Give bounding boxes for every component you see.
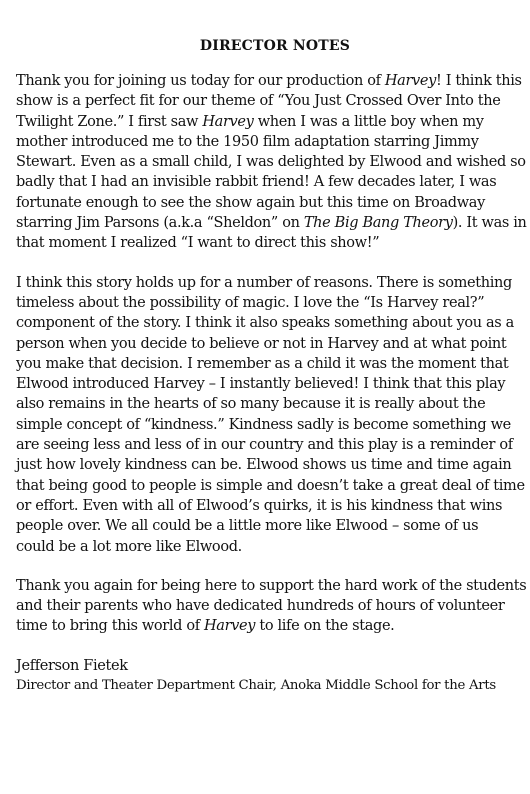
text-segment: just how lovely kindness can be. Elwood shows us time and time again: [16, 457, 512, 474]
text-segment: person when you decide to believe or not in Harvey and at what point: [16, 335, 507, 352]
text-line: [16, 455, 522, 475]
text-segment: when I was a little boy when my: [253, 113, 484, 130]
italic-title: Harvey: [384, 73, 436, 89]
text-line: [16, 616, 522, 636]
text-segment: to life on the stage.: [255, 618, 395, 635]
text-line: [16, 152, 526, 172]
text-segment: Thank you again for being here to support the hard work of the students: [16, 577, 527, 594]
text-line: [16, 576, 527, 596]
text-segment: ). It was in: [452, 215, 527, 232]
text-segment: people over. We all could be a little more like Elwood – some of us: [16, 518, 479, 535]
text-line: [16, 496, 522, 516]
text-segment: also remains in the hearts of so many because it is really about the: [16, 396, 486, 413]
text-line: [16, 132, 522, 152]
text-line: [16, 112, 522, 132]
text-segment: badly that I had an invisible rabbit friend! A few decades later, I was: [16, 174, 497, 191]
text-segment: or effort. Even with all of Elwood’s quirks, it is his kindness that wins: [16, 497, 503, 514]
text-line: [16, 71, 522, 91]
text-segment: Stewart. Even as a small child, I was delighted by Elwood and wished so: [16, 154, 526, 171]
text-line: [16, 435, 522, 455]
paragraph: [16, 273, 525, 557]
text-segment: starring Jim Parsons (a.k.a “Sheldon” on: [16, 215, 304, 232]
text-segment: timeless about the possibility of magic. I love the “Is Harvey real?”: [16, 294, 485, 311]
text-segment: and their parents who have dedicated hundreds of hours of volunteer: [16, 598, 505, 615]
text-segment: that being good to people is simple and doesn’t take a great deal of time: [16, 477, 525, 494]
text-line: [16, 537, 522, 557]
text-segment: mother introduced me to the 1950 film adaptation starring Jimmy: [16, 133, 479, 150]
text-segment: Thank you for joining us today for our production of: [16, 73, 385, 89]
text-line: [16, 415, 522, 435]
text-line: [16, 374, 522, 394]
notes-body: [16, 71, 527, 637]
text-line: [16, 516, 522, 536]
text-line: [16, 394, 522, 414]
paragraph: [16, 71, 527, 254]
italic-title: Harvey: [204, 618, 256, 635]
text-segment: Elwood introduced Harvey – I instantly believed! I think that this play: [16, 376, 506, 393]
text-segment: simple concept of “kindness.” Kindness sadly is become something we: [16, 416, 511, 433]
text-line: [16, 233, 522, 253]
text-line: [16, 354, 522, 374]
text-segment: that moment I realized “I want to direct this show!”: [16, 235, 380, 252]
text-segment: fortunate enough to see the show again but this time on Broadway: [16, 194, 485, 211]
text-segment: time to bring this world of: [16, 618, 205, 635]
signature-name: Jefferson Fietek: [16, 657, 128, 674]
text-segment: you make that decision. I remember as a child it was the moment that: [16, 355, 509, 372]
text-line: [16, 213, 527, 233]
director-notes-page: [16, 38, 527, 696]
text-segment: ! I think this: [435, 73, 522, 89]
italic-title: The Big Bang Theory: [303, 215, 453, 232]
text-line: [16, 91, 522, 111]
text-segment: component of the story. I think it also speaks something about you as a: [16, 315, 514, 332]
text-segment: could be a lot more like Elwood.: [16, 538, 242, 555]
signature-role: Director and Theater Department Chair, Anoka Middle School for the Arts: [16, 678, 496, 694]
italic-title: Harvey: [202, 113, 254, 130]
text-segment: show is a perfect fit for our theme of “You Just Crossed Over Into the: [16, 93, 501, 110]
page-title: DIRECTOR NOTES: [199, 38, 351, 54]
text-line: [16, 172, 522, 192]
text-segment: I think this story holds up for a number of reasons. There is something: [16, 274, 512, 291]
paragraph: [16, 576, 527, 637]
text-line: [16, 273, 522, 293]
signature-block: [16, 656, 522, 697]
text-line: [16, 193, 522, 213]
text-line: [16, 334, 522, 354]
text-segment: are seeing less and less of in our country and this play is a reminder of: [16, 437, 513, 454]
text-segment: Twilight Zone.” I first saw: [16, 113, 203, 130]
text-line: [16, 596, 522, 616]
text-line: [16, 476, 525, 496]
text-line: [16, 313, 522, 333]
text-line: [16, 293, 522, 313]
